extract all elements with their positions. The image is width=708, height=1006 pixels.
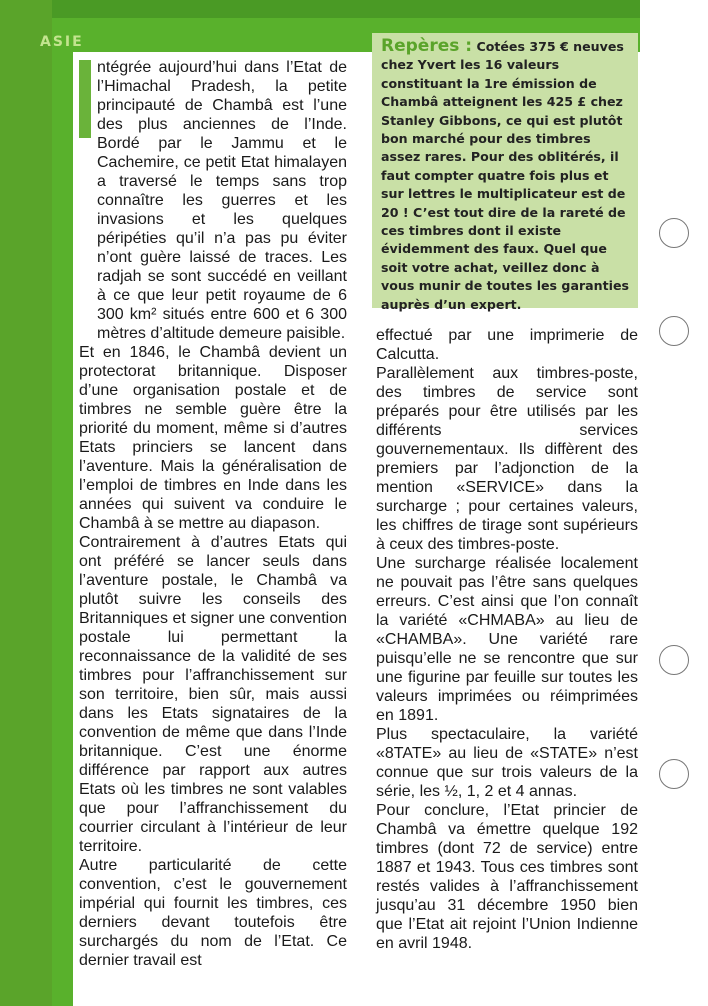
paragraph: Autre particularité de cette convention, c’est le gouvernement impérial qui fournit les timbres, ces derniers devant toutefois être surchargés du nom de l’Etat. Ce dernier travail est [79,857,347,969]
binder-hole [659,759,689,789]
sidebar-title: Repères : [381,36,473,56]
binder-hole [659,218,689,248]
drop-cap-letter [79,58,91,77]
paragraph: effectué par une imprimerie de Calcutta. [376,327,638,363]
lead-paragraph-wrap [79,58,347,343]
paragraph: Pour conclure, l’Etat princier de Chambâ va émettre quelque 192 timbres (dont 72 de service) entre 1887 et 1943. Tous ces timbres sont restés valides à l’affranchissement jusqu’au 31 décembre 1950 bien que l’Etat ait rejoint l’Union Indienne en avril 1948. [376,802,638,952]
paragraph: Une surcharge réalisée localement ne pouvait pas l’être sans quelques erreurs. C’est ainsi que l’on connaît la variété «CHMABA» au lieu de «CHAMBA». Une variété rare puisqu’elle ne se rencontre que sur une figurine par feuille sur toutes les valeurs imprimées ou réimprimées en 1891. [376,555,638,724]
left-margin-band [0,0,52,1006]
binder-hole [659,316,689,346]
article-column-left [79,58,347,970]
reperes-sidebar [372,33,638,312]
sidebar-text: Cotées 375 € neuves chez Yvert les 16 valeurs constituant la 1re émission de Chambâ atteignent les 425 £ chez Stanley Gibbons, ce qui est plutôt bon marché pour des timbres assez rares. Pour des oblitérés, il faut compter quatre fois plus et sur lettres le multiplicateur est de 20 ! C’est tout dire de la rareté de ces timbres dont il existe évidemment des faux. Quel que soit votre achat, veillez donc à vous munir de toutes les garanties auprès d’un expert. [381,39,629,312]
paragraph: Plus spectaculaire, la variété «8TATE» au lieu de «STATE» n’est connue que sur trois valeurs de la série, les ½, 1, 2 et 4 annas. [376,726,638,800]
paragraph: ntégrée aujourd’hui dans l’Etat de l’Himachal Pradesh, la petite principauté de Chambâ est l’une des plus anciennes de l’Inde. Bordé par le Jammu et le Cachemire, ce petit Etat himalayen a traversé le temps sans trop connaître les guerres et les invasions et les quelques péripéties qu’il n’a pas pu éviter n’ont guère laissé de traces. Les radjah se sont succédé en veillant à ce que leur petit royaume de 6 300 km² situés entre 600 et 6 300 mètres d’altitude demeure paisible. [97,59,347,342]
article-column-right [376,326,638,953]
paragraph: Parallèlement aux timbres-poste, des timbres de service sont préparés pour être utilisés par les différents services gouvernementaux. Ils diffèrent des premiers par l’adjonction de la mention «SERVICE» dans la surcharge ; pour certaines valeurs, les chiffres de tirage sont supérieurs à ceux des timbres-poste. [376,365,638,553]
paragraph: Et en 1846, le Chambâ devient un protectorat britannique. Disposer d’une organisation postale et de timbres ne semble guère être la priorité du moment, même si d’autres Etats princiers se lancent dans l’aventure. Mais la généralisation de l’emploi de timbres en Inde dans les années qui suivent va conduire le Chambâ à se mettre au diapason. [79,344,347,532]
section-label: ASIE [40,34,84,50]
paragraph: Contrairement à d’autres Etats qui ont préféré se lancer seuls dans l’aventure postale, le Chambâ va plutôt suivre les conseils des Britanniques et signer une convention postale lui permettant la reconnaissance de la validité de ses timbres pour l’affranchissement sur son territoire, bien sûr, mais aussi dans les Etats signataires de la convention de même que dans l’Inde britannique. C’est une énorme différence par rapport aux autres Etats où les timbres ne sont valables que pour l’affranchissement du courrier circulant à l’intérieur de leur territoire. [79,534,347,855]
binder-hole [659,645,689,675]
top-band [0,0,640,18]
